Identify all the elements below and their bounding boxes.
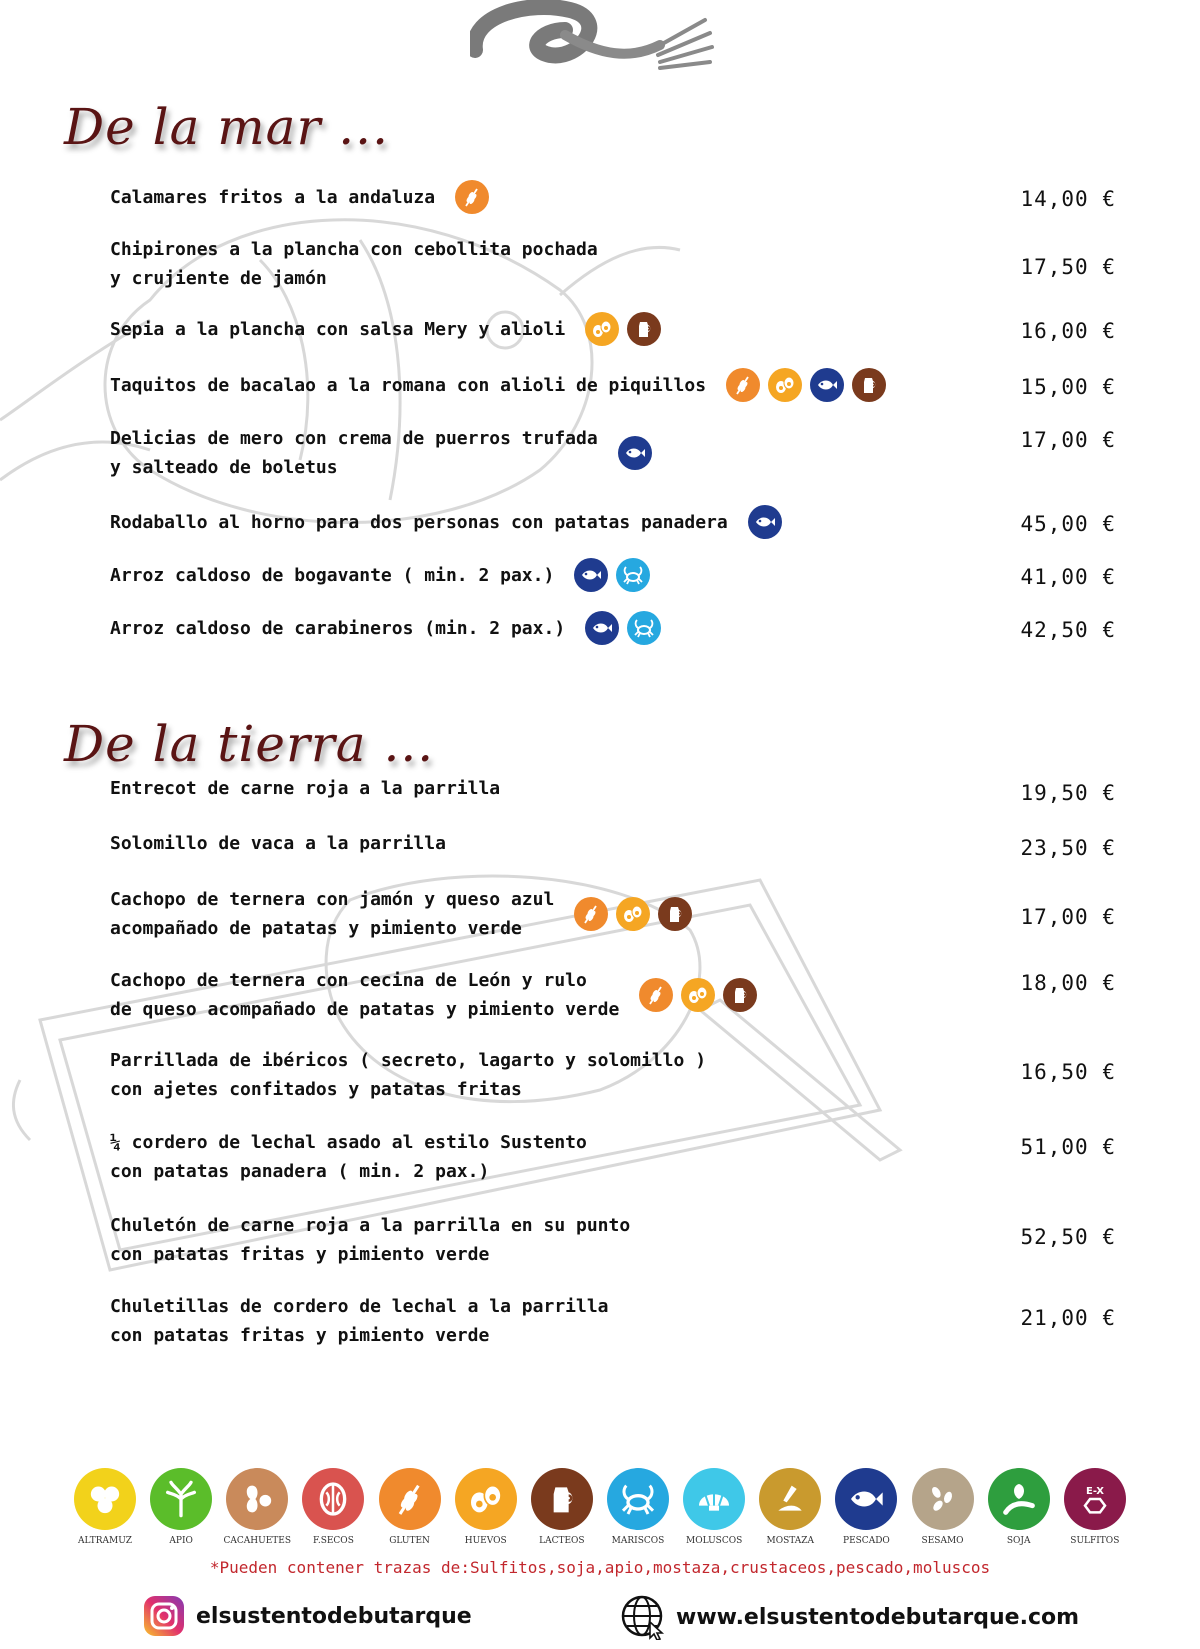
peanut-icon	[226, 1468, 288, 1530]
eggs-icon	[768, 368, 802, 402]
fish-icon	[618, 436, 652, 470]
milk-jug-icon	[531, 1468, 593, 1530]
legend-item-sesamo	[908, 1468, 978, 1546]
legend-label: SULFITOS	[1070, 1536, 1120, 1546]
legend-item-cacahuetes	[222, 1468, 292, 1546]
legend-label: GLUTEN	[389, 1536, 430, 1546]
legend-label: LACTEOS	[539, 1536, 585, 1546]
allergen-legend	[70, 1468, 1130, 1546]
dish-name: Chipirones a la plancha con cebollita pochada y crujiente de jamón	[110, 239, 598, 289]
legend-item-gluten	[375, 1468, 445, 1546]
legend-label: MOSTAZA	[766, 1536, 815, 1546]
dish-allergen-icons	[585, 312, 661, 346]
legend-label: MARISCOS	[611, 1536, 665, 1546]
menu-item	[110, 774, 1116, 805]
dish-name: Sepia a la plancha con salsa Mery y alioli	[110, 318, 566, 340]
milk-jug-icon	[658, 897, 692, 931]
menu-item	[110, 1128, 1116, 1186]
menu-item	[110, 235, 1116, 293]
traces-note: *Pueden contener trazas de:Sulfitos,soja,apio,mostaza,crustaceos,pescado,moluscos	[209, 1558, 991, 1577]
celery-icon	[150, 1468, 212, 1530]
dish-price: 18,00 €	[1020, 971, 1116, 995]
menu-item	[110, 505, 1116, 539]
legend-item-huevos	[451, 1468, 521, 1546]
eggs-icon	[585, 312, 619, 346]
dish-price: 51,00 €	[1020, 1135, 1116, 1159]
eggs-icon	[681, 978, 715, 1012]
dish-price: 16,00 €	[1020, 319, 1116, 343]
dish-name: Cachopo de ternera con cecina de León y rulo de queso acompañado de patatas y pimiento verde	[110, 970, 620, 1020]
legend-label: ALTRAMUZ	[77, 1536, 133, 1546]
dish-allergen-icons	[618, 436, 652, 470]
fish-icon	[574, 558, 608, 592]
instagram-icon	[142, 1594, 186, 1638]
dish-name: Solomillo de vaca a la parrilla	[110, 833, 446, 854]
dish-name: Parrillada de ibéricos ( secreto, lagarto y solomillo ) con ajetes confitados y patatas fritas	[110, 1050, 707, 1100]
dish-price: 15,00 €	[1020, 375, 1116, 399]
dish-price: 41,00 €	[1020, 565, 1116, 589]
dish-price: 19,50 €	[1020, 781, 1116, 805]
dish-name: Rodaballo al horno para dos personas con patatas panadera	[110, 511, 728, 533]
legend-label: MOLUSCOS	[685, 1536, 743, 1546]
dish-name: Cachopo de ternera con jamón y queso azul acompañado de patatas y pimiento verde	[110, 889, 555, 939]
legend-item-pescado	[831, 1468, 901, 1546]
crab-icon	[607, 1468, 669, 1530]
legend-item-lacteos	[527, 1468, 597, 1546]
shell-icon	[683, 1468, 745, 1530]
section-title-sea: De la mar ...	[64, 98, 389, 156]
legend-label: F.SECOS	[312, 1536, 354, 1546]
menu-item	[110, 1046, 1116, 1104]
milk-jug-icon	[852, 368, 886, 402]
menu-item	[110, 1211, 1116, 1269]
dish-allergen-icons	[639, 978, 757, 1012]
dish-allergen-icons	[748, 505, 782, 539]
dish-price: 17,50 €	[1020, 255, 1116, 279]
legend-item-soja	[984, 1468, 1054, 1546]
dish-allergen-icons	[585, 611, 661, 645]
dish-price: 14,00 €	[1020, 187, 1116, 211]
soy-icon	[988, 1468, 1050, 1530]
menu-item	[110, 558, 1116, 592]
dish-name: Taquitos de bacalao a la romana con alioli de piquillos	[110, 374, 707, 396]
legend-item-apio	[146, 1468, 216, 1546]
milk-jug-icon	[723, 978, 757, 1012]
milk-jug-icon	[627, 312, 661, 346]
legend-item-fsecos	[298, 1468, 368, 1546]
sulfites-icon	[1064, 1468, 1126, 1530]
menu-item	[110, 611, 1116, 645]
restaurant-logo	[470, 0, 720, 95]
dish-price: 23,50 €	[1020, 836, 1116, 860]
section-title-land: De la tierra ...	[64, 715, 435, 773]
legend-label: CACAHUETES	[223, 1536, 292, 1546]
dish-price: 16,50 €	[1020, 1060, 1116, 1084]
menu-item	[110, 368, 1116, 402]
dish-name: Delicias de mero con crema de puerros trufada y salteado de boletus	[110, 428, 598, 478]
dish-allergen-icons	[726, 368, 886, 402]
menu-item	[110, 1292, 1116, 1350]
menu-item	[110, 312, 1116, 346]
dish-name: ¼ cordero de lechal asado al estilo Sustento con patatas panadera ( min. 2 pax.)	[110, 1132, 587, 1182]
mustard-icon	[759, 1468, 821, 1530]
nut-icon	[302, 1468, 364, 1530]
sesame-icon	[912, 1468, 974, 1530]
fish-icon	[835, 1468, 897, 1530]
dish-allergen-icons	[574, 897, 692, 931]
menu-item	[110, 829, 1116, 860]
lupin-icon	[74, 1468, 136, 1530]
menu-item	[110, 424, 1116, 482]
dish-allergen-icons	[574, 558, 650, 592]
dish-allergen-icons	[455, 180, 489, 214]
wheat-icon	[379, 1468, 441, 1530]
dish-name: Entrecot de carne roja a la parrilla	[110, 778, 501, 799]
crab-icon	[627, 611, 661, 645]
legend-label: SOJA	[1006, 1536, 1031, 1546]
website-link[interactable]	[620, 1594, 1079, 1640]
menu-item	[110, 966, 1116, 1024]
eggs-icon	[616, 897, 650, 931]
fish-icon	[748, 505, 782, 539]
menu-item	[110, 180, 1116, 214]
instagram-handle[interactable]	[142, 1594, 472, 1638]
fish-icon	[810, 368, 844, 402]
dish-name: Chuletillas de cordero de lechal a la parrilla con patatas fritas y pimiento verde	[110, 1296, 609, 1346]
dish-name: Arroz caldoso de carabineros (min. 2 pax.)	[110, 617, 566, 639]
instagram-text: elsustentodebutarque	[196, 1603, 472, 1629]
legend-item-mostaza	[755, 1468, 825, 1546]
legend-label: PESCADO	[843, 1536, 890, 1546]
svg-text:E-X: E-X	[1085, 1486, 1104, 1497]
legend-label: HUEVOS	[464, 1536, 507, 1546]
legend-label: SESAMO	[921, 1536, 964, 1546]
wheat-icon	[726, 368, 760, 402]
legend-item-altramuz	[70, 1468, 140, 1546]
wheat-icon	[639, 978, 673, 1012]
legend-item-sulfitos	[1060, 1468, 1130, 1546]
menu-item	[110, 885, 1116, 943]
dish-price: 45,00 €	[1020, 512, 1116, 536]
crab-icon	[616, 558, 650, 592]
dish-name: Arroz caldoso de bogavante ( min. 2 pax.)	[110, 564, 555, 586]
dish-price: 17,00 €	[1020, 428, 1116, 452]
eggs-icon	[455, 1468, 517, 1530]
dish-price: 21,00 €	[1020, 1306, 1116, 1330]
dish-name: Chuletón de carne roja a la parrilla en su punto con patatas fritas y pimiento verde	[110, 1215, 631, 1265]
legend-item-mariscos	[603, 1468, 673, 1546]
globe-icon	[620, 1594, 666, 1640]
dish-price: 17,00 €	[1020, 905, 1116, 929]
dish-price: 52,50 €	[1020, 1225, 1116, 1249]
wheat-icon	[574, 897, 608, 931]
legend-item-moluscos	[679, 1468, 749, 1546]
fish-icon	[585, 611, 619, 645]
legend-label: APIO	[169, 1536, 193, 1546]
website-text: www.elsustentodebutarque.com	[676, 1604, 1080, 1630]
dish-price: 42,50 €	[1020, 618, 1116, 642]
dish-name: Calamares fritos a la andaluza	[110, 186, 436, 208]
wheat-icon	[455, 180, 489, 214]
